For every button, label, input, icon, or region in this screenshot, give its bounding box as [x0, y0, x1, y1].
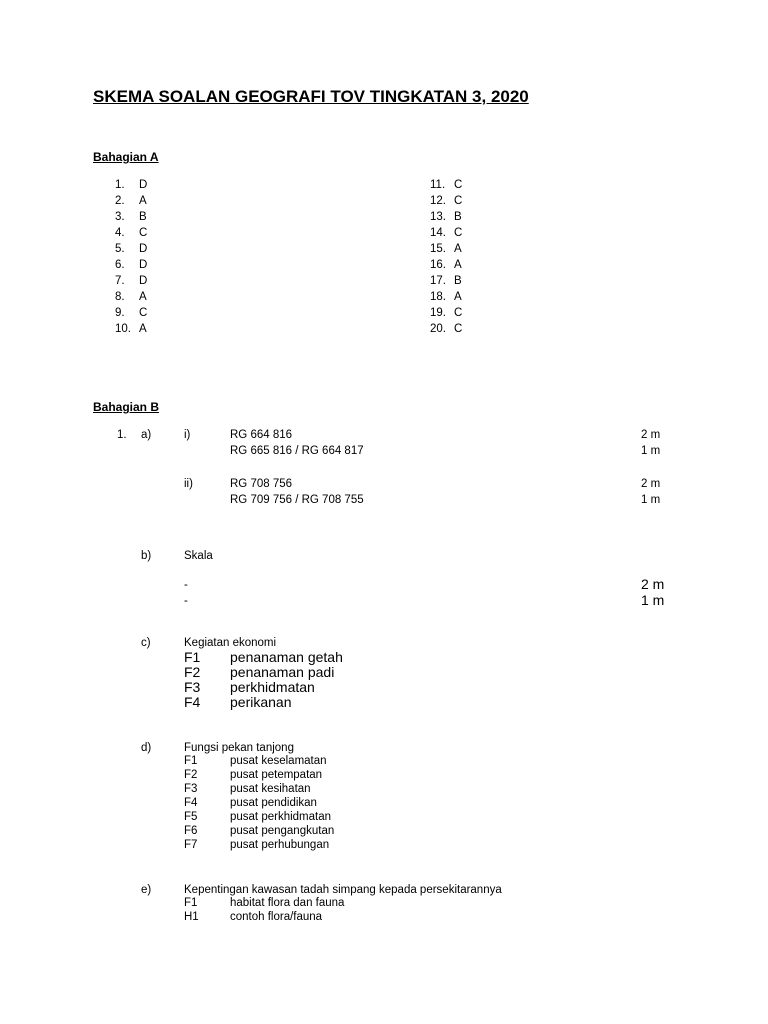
page-title: SKEMA SOALAN GEOGRAFI TOV TINGKATAN 3, 2020 — [93, 87, 529, 106]
section-heading-bahagian-b: Bahagian B — [93, 400, 160, 414]
answer-line: RG 665 816 / RG 664 817 — [230, 445, 364, 457]
item-code: F2 — [184, 769, 198, 781]
item-text: penanaman padi — [230, 664, 335, 680]
answer-value: A — [139, 291, 147, 303]
mark-value: 2 m — [641, 576, 665, 592]
item-code: F6 — [184, 825, 198, 837]
answer-value: D — [139, 275, 148, 287]
answer-value: A — [454, 259, 462, 271]
sub-label-ii: ii) — [184, 478, 193, 490]
answer-number: 15. — [430, 243, 446, 255]
answer-number: 17. — [430, 275, 446, 287]
answer-number: 4. — [115, 227, 125, 239]
part-label-d: d) — [141, 742, 152, 754]
answer-value: A — [139, 195, 147, 207]
answer-value: C — [139, 307, 148, 319]
sub-label-i: i) — [184, 429, 191, 441]
answer-value: C — [454, 323, 463, 335]
answer-value: C — [454, 179, 463, 191]
answer-value: D — [139, 243, 148, 255]
section-heading-bahagian-a: Bahagian A — [93, 150, 159, 164]
item-code: F1 — [184, 897, 198, 909]
item-code: F4 — [184, 694, 201, 710]
answer-value: C — [454, 307, 463, 319]
answer-number: 19. — [430, 307, 446, 319]
part-title: Kegiatan ekonomi — [184, 637, 277, 649]
part-title: Kepentingan kawasan tadah simpang kepada persekitarannya — [184, 884, 502, 896]
part-label-e: e) — [141, 884, 152, 896]
item-code: F4 — [184, 797, 198, 809]
item-code: F5 — [184, 811, 198, 823]
answer-value: A — [139, 323, 147, 335]
item-code: F3 — [184, 679, 201, 695]
item-text: habitat flora dan fauna — [230, 897, 345, 909]
answer-number: 11. — [430, 179, 446, 191]
answer-number: 5. — [115, 243, 125, 255]
item-code: F1 — [184, 755, 198, 767]
answer-value: D — [139, 259, 148, 271]
answer-number: 8. — [115, 291, 125, 303]
answer-number: 1. — [115, 179, 125, 191]
item-code: F3 — [184, 783, 198, 795]
part-title: Fungsi pekan tanjong — [184, 742, 294, 754]
answer-value: C — [139, 227, 148, 239]
answer-number: 6. — [115, 259, 125, 271]
answer-line: RG 664 816 — [230, 429, 293, 441]
answer-number: 7. — [115, 275, 125, 287]
question-number: 1. — [117, 429, 127, 441]
mark-value: 2 m — [641, 429, 661, 441]
mark-value: 1 m — [641, 494, 661, 506]
item-code: H1 — [184, 911, 199, 923]
item-code: F2 — [184, 664, 201, 680]
answer-number: 2. — [115, 195, 125, 207]
answer-number: 3. — [115, 211, 125, 223]
mark-value: 2 m — [641, 478, 661, 490]
item-text: pusat kesihatan — [230, 783, 311, 795]
item-text: pusat pengangkutan — [230, 825, 335, 837]
answer-value: D — [139, 179, 148, 191]
answer-number: 12. — [430, 195, 446, 207]
part-label-b: b) — [141, 550, 152, 562]
answer-number: 9. — [115, 307, 125, 319]
answer-number: 20. — [430, 323, 446, 335]
item-text: perikanan — [230, 694, 292, 710]
part-title: Skala — [184, 550, 213, 562]
item-text: perkhidmatan — [230, 679, 315, 695]
item-text: contoh flora/fauna — [230, 911, 323, 923]
part-label-a: a) — [141, 429, 152, 441]
answer-value: B — [454, 275, 462, 287]
answer-line: RG 709 756 / RG 708 755 — [230, 494, 364, 506]
mark-value: 1 m — [641, 445, 661, 457]
answer-value: A — [454, 243, 462, 255]
item-text: pusat petempatan — [230, 769, 323, 781]
item-text: pusat pendidikan — [230, 797, 317, 809]
answer-value: C — [454, 227, 463, 239]
dash-marker: - — [184, 595, 188, 607]
answer-number: 10. — [115, 323, 131, 335]
item-text: penanaman getah — [230, 649, 343, 665]
mark-value: 1 m — [641, 592, 665, 608]
item-text: pusat perkhidmatan — [230, 811, 332, 823]
answer-number: 16. — [430, 259, 446, 271]
answer-number: 14. — [430, 227, 446, 239]
item-code: F1 — [184, 649, 201, 665]
answer-value: B — [139, 211, 147, 223]
answer-line: RG 708 756 — [230, 478, 293, 490]
answer-number: 18. — [430, 291, 446, 303]
answer-value: A — [454, 291, 462, 303]
answer-number: 13. — [430, 211, 446, 223]
item-text: pusat perhubungan — [230, 839, 330, 851]
answer-value: C — [454, 195, 463, 207]
part-label-c: c) — [141, 637, 151, 649]
dash-marker: - — [184, 579, 188, 591]
answer-value: B — [454, 211, 462, 223]
item-text: pusat keselamatan — [230, 755, 327, 767]
item-code: F7 — [184, 839, 198, 851]
